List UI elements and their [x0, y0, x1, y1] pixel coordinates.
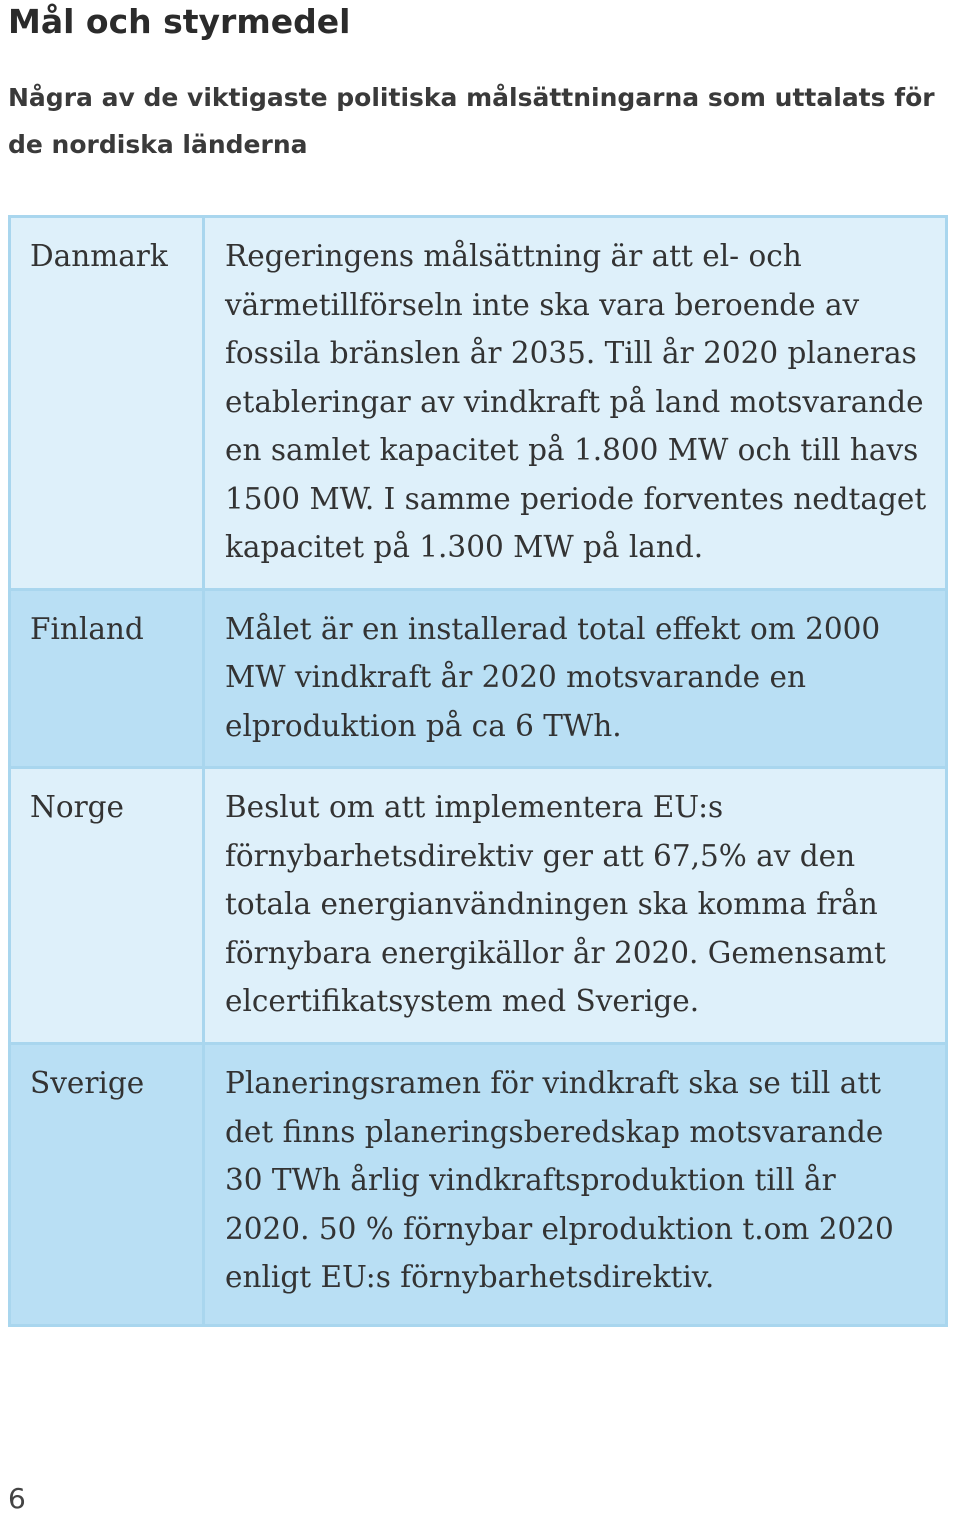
goal-cell-sverige: Planeringsramen för vindkraft ska se till att det finns planeringsberedskap motsvarande 30 TWh årlig vindkraftsproduktion till år 2020. 50 % förnybar elproduktion t.om 2020 enligt EU:s förnybarhetsdirektiv. [204, 1044, 947, 1326]
goal-cell-finland: Målet är en installerad total effekt om 2000 MW vindkraft år 2020 motsvarande en elproduktion på ca 6 TWh. [204, 589, 947, 768]
country-cell-finland: Finland [10, 589, 204, 768]
country-cell-norge: Norge [10, 768, 204, 1044]
page-title: Mål och styrmedel [8, 2, 351, 41]
page-subtitle: Några av de viktigaste politiska målsättningarna som uttalats för de nordiska länderna [8, 83, 935, 159]
table-row-norge [10, 768, 947, 1044]
country-cell-sverige: Sverige [10, 1044, 204, 1326]
goal-cell-danmark: Regeringens målsättning är att el- och värmetillförseln inte ska vara beroende av fossila bränslen år 2035. Till år 2020 planeras etableringar av vindkraft på land motsvarande en samlet kapacitet på 1.800 MW och till havs 1500 MW. I samme periode forventes nedtaget kapacitet på 1.300 MW på land. [204, 217, 947, 590]
table-row-danmark [10, 217, 947, 590]
policy-goals-table-body [10, 217, 947, 1326]
page-number: 6 [8, 1482, 26, 1515]
table-row-finland [10, 589, 947, 768]
goal-cell-norge: Beslut om att implementera EU:s förnybarhetsdirektiv ger att 67,5% av den totala energianvändningen ska komma från förnybara energikällor år 2020. Gemensamt elcertifikatsystem med Sverige. [204, 768, 947, 1044]
table-row-sverige [10, 1044, 947, 1326]
country-cell-danmark: Danmark [10, 217, 204, 590]
policy-goals-table [8, 215, 948, 1327]
